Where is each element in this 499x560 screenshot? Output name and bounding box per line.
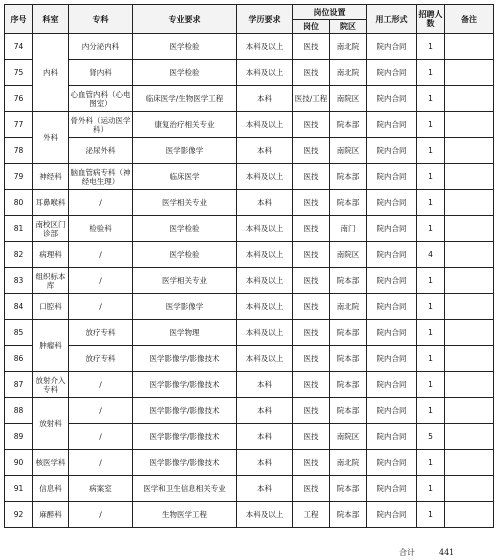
cell-specialty: 脑血管病专科（神经电生理）	[69, 164, 133, 190]
cell-campus: 南院区	[330, 424, 367, 450]
cell-major: 医学相关专业	[133, 268, 237, 294]
cell-major: 医学影像学	[133, 294, 237, 320]
cell-count: 1	[417, 450, 445, 476]
cell-seq: 78	[5, 138, 33, 164]
cell-dept: 南校区门诊部	[33, 216, 69, 242]
cell-specialty: /	[69, 190, 133, 216]
cell-remark	[445, 502, 494, 528]
cell-campus: 院本部	[330, 476, 367, 502]
table-row	[5, 476, 494, 502]
cell-specialty: 内分泌内科	[69, 34, 133, 60]
cell-campus: 院本部	[330, 502, 367, 528]
cell-edu: 本科	[237, 138, 293, 164]
cell-employ: 院内合同	[367, 268, 417, 294]
cell-campus: 南北院	[330, 34, 367, 60]
table-row	[5, 86, 494, 112]
cell-specialty: 放疗专科	[69, 346, 133, 372]
cell-major: 医学物理	[133, 320, 237, 346]
cell-dept: 肿瘤科	[33, 320, 69, 372]
cell-campus: 南北院	[330, 294, 367, 320]
cell-post: 医技	[293, 450, 330, 476]
cell-post: 医技	[293, 294, 330, 320]
cell-specialty: /	[69, 372, 133, 398]
recruitment-table-container	[4, 4, 494, 528]
cell-major: 医学检验	[133, 216, 237, 242]
header-count: 招聘人数	[417, 5, 445, 34]
cell-employ: 院内合同	[367, 138, 417, 164]
cell-campus: 南院区	[330, 138, 367, 164]
cell-count: 1	[417, 346, 445, 372]
cell-employ: 院内合同	[367, 502, 417, 528]
header-specialty: 专科	[69, 5, 133, 34]
cell-seq: 84	[5, 294, 33, 320]
cell-employ: 院内合同	[367, 112, 417, 138]
cell-count: 1	[417, 86, 445, 112]
cell-dept: 内科	[33, 34, 69, 112]
cell-employ: 院内合同	[367, 190, 417, 216]
table-row	[5, 398, 494, 424]
cell-employ: 院内合同	[367, 424, 417, 450]
cell-major: 医学检验	[133, 34, 237, 60]
table-row	[5, 190, 494, 216]
cell-edu: 本科及以上	[237, 268, 293, 294]
cell-post: 医技	[293, 34, 330, 60]
cell-employ: 院内合同	[367, 164, 417, 190]
table-body	[5, 34, 494, 528]
cell-dept: 放射科	[33, 398, 69, 450]
cell-campus: 院本部	[330, 268, 367, 294]
table-row	[5, 242, 494, 268]
cell-specialty: 病案室	[69, 476, 133, 502]
cell-employ: 院内合同	[367, 346, 417, 372]
cell-post: 医技	[293, 242, 330, 268]
cell-specialty: /	[69, 450, 133, 476]
cell-edu: 本科及以上	[237, 294, 293, 320]
cell-dept: 放射介入专科	[33, 372, 69, 398]
header-major: 专业要求	[133, 5, 237, 34]
cell-employ: 院内合同	[367, 450, 417, 476]
cell-remark	[445, 60, 494, 86]
cell-count: 1	[417, 216, 445, 242]
cell-post: 医技	[293, 164, 330, 190]
table-row	[5, 268, 494, 294]
cell-campus: 院本部	[330, 320, 367, 346]
cell-count: 1	[417, 268, 445, 294]
table-row	[5, 138, 494, 164]
cell-post: 医技	[293, 268, 330, 294]
header-post-group: 岗位设置	[293, 5, 367, 20]
cell-employ: 院内合同	[367, 294, 417, 320]
cell-specialty: 肾内科	[69, 60, 133, 86]
cell-specialty: 泌尿外科	[69, 138, 133, 164]
cell-seq: 76	[5, 86, 33, 112]
table-row	[5, 320, 494, 346]
cell-edu: 本科	[237, 86, 293, 112]
cell-campus: 院本部	[330, 346, 367, 372]
cell-remark	[445, 34, 494, 60]
cell-post: 医技	[293, 476, 330, 502]
cell-post: 医技	[293, 216, 330, 242]
table-row	[5, 424, 494, 450]
cell-edu: 本科	[237, 190, 293, 216]
table-header	[5, 5, 494, 34]
recruitment-table	[4, 4, 494, 528]
cell-specialty: /	[69, 398, 133, 424]
cell-major: 医学影像学/影像技术	[133, 450, 237, 476]
cell-edu: 本科	[237, 372, 293, 398]
cell-campus: 南院区	[330, 86, 367, 112]
cell-count: 1	[417, 372, 445, 398]
cell-post: 医技	[293, 424, 330, 450]
cell-major: 医学相关专业	[133, 190, 237, 216]
cell-dept: 耳鼻喉科	[33, 190, 69, 216]
cell-remark	[445, 138, 494, 164]
cell-dept: 麻醉科	[33, 502, 69, 528]
cell-remark	[445, 320, 494, 346]
cell-employ: 院内合同	[367, 86, 417, 112]
cell-edu: 本科及以上	[237, 242, 293, 268]
table-row	[5, 502, 494, 528]
cell-edu: 本科	[237, 424, 293, 450]
cell-count: 1	[417, 320, 445, 346]
cell-seq: 81	[5, 216, 33, 242]
cell-employ: 院内合同	[367, 398, 417, 424]
cell-major: 医学影像学/影像技术	[133, 346, 237, 372]
cell-remark	[445, 476, 494, 502]
table-row	[5, 294, 494, 320]
cell-count: 5	[417, 424, 445, 450]
cell-campus: 院本部	[330, 190, 367, 216]
cell-edu: 本科及以上	[237, 502, 293, 528]
cell-post: 医技/工程	[293, 86, 330, 112]
cell-campus: 院本部	[330, 398, 367, 424]
cell-seq: 82	[5, 242, 33, 268]
cell-post: 医技	[293, 138, 330, 164]
cell-edu: 本科	[237, 450, 293, 476]
cell-edu: 本科及以上	[237, 320, 293, 346]
total-value: 441	[439, 548, 455, 557]
cell-specialty: /	[69, 242, 133, 268]
cell-remark	[445, 424, 494, 450]
cell-major: 康复治疗相关专业	[133, 112, 237, 138]
cell-remark	[445, 112, 494, 138]
cell-employ: 院内合同	[367, 320, 417, 346]
total-line	[399, 547, 454, 558]
cell-edu: 本科及以上	[237, 112, 293, 138]
cell-employ: 院内合同	[367, 34, 417, 60]
cell-remark	[445, 372, 494, 398]
cell-post: 医技	[293, 60, 330, 86]
cell-campus: 南院区	[330, 242, 367, 268]
cell-employ: 院内合同	[367, 242, 417, 268]
cell-campus: 院本部	[330, 372, 367, 398]
cell-remark	[445, 190, 494, 216]
header-dept: 科室	[33, 5, 69, 34]
cell-edu: 本科及以上	[237, 60, 293, 86]
cell-count: 1	[417, 502, 445, 528]
header-remark: 备注	[445, 5, 494, 34]
cell-employ: 院内合同	[367, 372, 417, 398]
cell-count: 1	[417, 190, 445, 216]
cell-major: 临床医学/生物医学工程	[133, 86, 237, 112]
cell-remark	[445, 86, 494, 112]
cell-specialty: /	[69, 268, 133, 294]
cell-count: 1	[417, 112, 445, 138]
cell-campus: 院本部	[330, 112, 367, 138]
table-row	[5, 216, 494, 242]
cell-remark	[445, 450, 494, 476]
cell-seq: 80	[5, 190, 33, 216]
table-row	[5, 372, 494, 398]
cell-major: 医学影像学	[133, 138, 237, 164]
cell-dept: 病理科	[33, 242, 69, 268]
cell-major: 生物医学工程	[133, 502, 237, 528]
cell-seq: 89	[5, 424, 33, 450]
cell-specialty: 检验科	[69, 216, 133, 242]
cell-campus: 南门	[330, 216, 367, 242]
table-row	[5, 346, 494, 372]
cell-seq: 75	[5, 60, 33, 86]
cell-employ: 院内合同	[367, 216, 417, 242]
cell-remark	[445, 268, 494, 294]
cell-major: 医学影像学/影像技术	[133, 372, 237, 398]
table-row	[5, 34, 494, 60]
cell-edu: 本科及以上	[237, 34, 293, 60]
cell-edu: 本科及以上	[237, 164, 293, 190]
cell-specialty: 心血管内科（心电图室）	[69, 86, 133, 112]
cell-specialty: /	[69, 502, 133, 528]
cell-dept: 神经科	[33, 164, 69, 190]
table-row	[5, 60, 494, 86]
cell-dept: 信息科	[33, 476, 69, 502]
cell-campus: 院本部	[330, 164, 367, 190]
cell-campus: 南北院	[330, 60, 367, 86]
cell-edu: 本科	[237, 398, 293, 424]
cell-employ: 院内合同	[367, 476, 417, 502]
cell-seq: 91	[5, 476, 33, 502]
cell-count: 1	[417, 60, 445, 86]
table-row	[5, 164, 494, 190]
cell-major: 医学和卫生信息相关专业	[133, 476, 237, 502]
cell-major: 医学检验	[133, 242, 237, 268]
table-row	[5, 112, 494, 138]
cell-remark	[445, 294, 494, 320]
cell-count: 1	[417, 294, 445, 320]
cell-count: 1	[417, 138, 445, 164]
cell-major: 医学影像学/影像技术	[133, 398, 237, 424]
cell-employ: 院内合同	[367, 60, 417, 86]
cell-seq: 90	[5, 450, 33, 476]
cell-count: 1	[417, 34, 445, 60]
cell-major: 医学影像学/影像技术	[133, 424, 237, 450]
cell-specialty: /	[69, 424, 133, 450]
header-employ: 用工形式	[367, 5, 417, 34]
cell-post: 医技	[293, 112, 330, 138]
cell-dept: 组织标本库	[33, 268, 69, 294]
cell-post: 医技	[293, 398, 330, 424]
cell-count: 1	[417, 476, 445, 502]
cell-seq: 88	[5, 398, 33, 424]
cell-count: 4	[417, 242, 445, 268]
cell-post: 医技	[293, 190, 330, 216]
cell-dept: 口腔科	[33, 294, 69, 320]
cell-seq: 79	[5, 164, 33, 190]
header-seq: 序号	[5, 5, 33, 34]
cell-remark	[445, 346, 494, 372]
header-campus: 院区	[330, 20, 367, 34]
cell-post: 医技	[293, 346, 330, 372]
cell-specialty: 放疗专科	[69, 320, 133, 346]
cell-seq: 74	[5, 34, 33, 60]
cell-post: 医技	[293, 372, 330, 398]
cell-post: 医技	[293, 320, 330, 346]
cell-remark	[445, 398, 494, 424]
cell-seq: 92	[5, 502, 33, 528]
cell-major: 临床医学	[133, 164, 237, 190]
cell-edu: 本科及以上	[237, 216, 293, 242]
header-post: 岗位	[293, 20, 330, 34]
cell-count: 1	[417, 398, 445, 424]
cell-seq: 87	[5, 372, 33, 398]
cell-post: 工程	[293, 502, 330, 528]
cell-seq: 85	[5, 320, 33, 346]
cell-remark	[445, 216, 494, 242]
cell-remark	[445, 164, 494, 190]
cell-remark	[445, 242, 494, 268]
cell-seq: 77	[5, 112, 33, 138]
cell-edu: 本科	[237, 476, 293, 502]
header-edu: 学历要求	[237, 5, 293, 34]
cell-seq: 83	[5, 268, 33, 294]
table-row	[5, 450, 494, 476]
cell-dept: 核医学科	[33, 450, 69, 476]
cell-major: 医学检验	[133, 60, 237, 86]
cell-edu: 本科及以上	[237, 346, 293, 372]
cell-campus: 南北院	[330, 450, 367, 476]
cell-specialty: /	[69, 294, 133, 320]
cell-specialty: 骨外科（运动医学科）	[69, 112, 133, 138]
cell-seq: 86	[5, 346, 33, 372]
total-label: 合计	[399, 548, 415, 557]
cell-count: 1	[417, 164, 445, 190]
cell-dept: 外科	[33, 112, 69, 164]
